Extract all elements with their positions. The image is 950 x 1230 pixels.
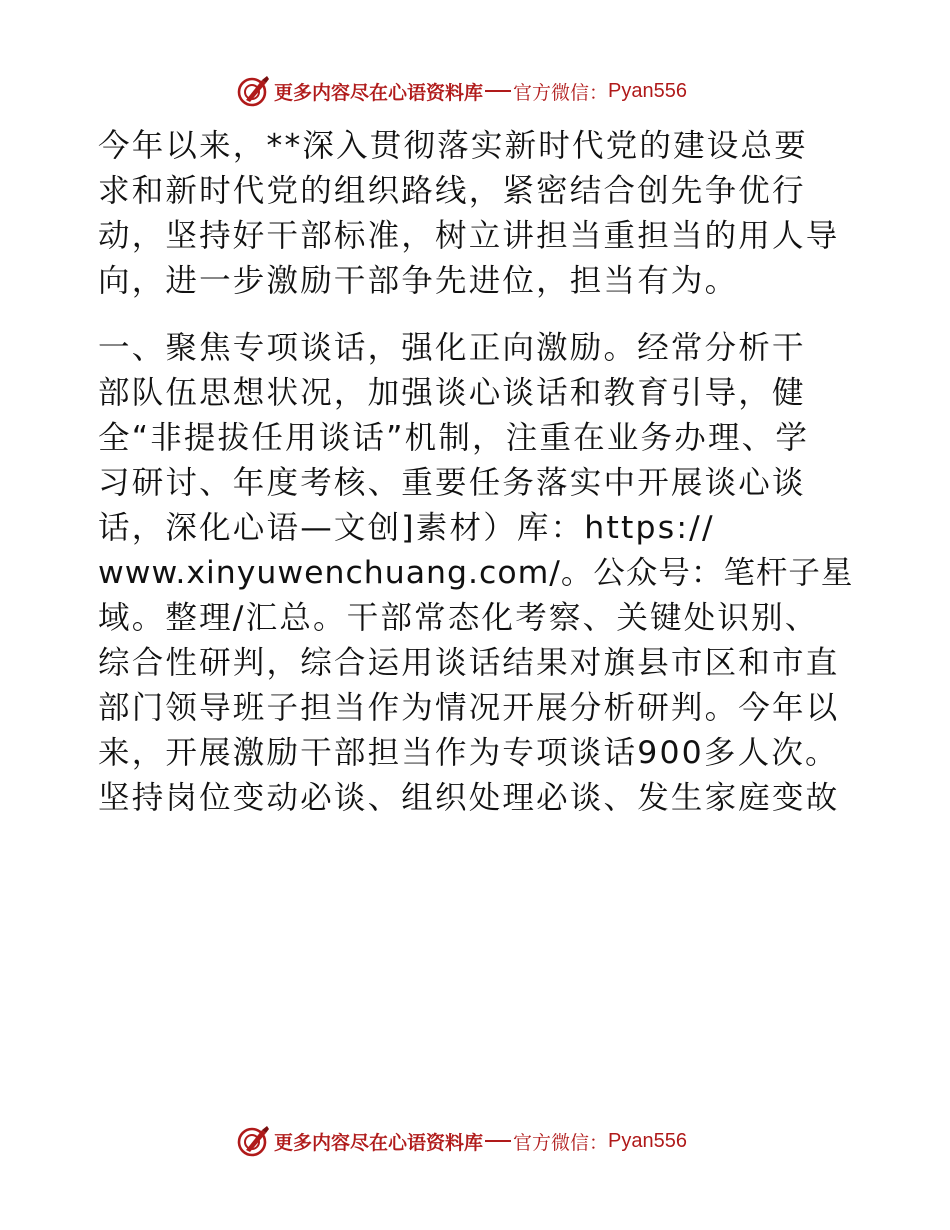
text-line: 部队伍思想状况，加强谈心谈话和教育引导，健 xyxy=(98,375,806,411)
text-line: 一、聚焦专项谈话，强化正向激励。经常分析干 xyxy=(98,330,806,366)
text-line: www.xinyuwenchuang.com/。公众号：笔杆子星 xyxy=(98,555,854,591)
text-line: 全“非提拔任用谈话”机制，注重在业务办理、学 xyxy=(98,420,810,456)
document-body xyxy=(98,124,858,821)
paragraph-gap xyxy=(98,304,858,326)
banner-brand-text: 更多内容尽在心语资料库 xyxy=(274,81,484,104)
text-line: 坚持岗位变动必谈、组织处理必谈、发生家庭变故 xyxy=(98,780,840,816)
banner-wechat-id: Pyan556 xyxy=(608,79,687,102)
text-line: 今年以来，**深入贯彻落实新时代党的建设总要 xyxy=(98,128,808,164)
banner-wechat-label: 官方微信： xyxy=(513,1131,609,1154)
banner-wechat-id: Pyan556 xyxy=(608,1129,687,1152)
text-line: 向，进一步激励干部争先进位，担当有为。 xyxy=(98,263,739,299)
text-line: 来，开展激励干部担当作为专项谈话900多人次。 xyxy=(98,735,839,771)
text-line: 习研讨、年度考核、重要任务落实中开展谈心谈 xyxy=(98,465,806,501)
text-line: 求和新时代党的组织路线，紧密结合创先争优行 xyxy=(98,173,806,209)
brand-logo-icon xyxy=(236,74,270,108)
text-line: 部门领导班子担当作为情况开展分析研判。今年以 xyxy=(98,690,840,726)
footer-banner xyxy=(236,1123,687,1159)
banner-wechat-label: 官方微信： xyxy=(513,81,609,104)
brand-logo-icon xyxy=(236,1124,270,1158)
paragraph-section-1 xyxy=(98,326,858,821)
text-line: 话，深化心语—文创]素材）库：https:// xyxy=(98,510,715,546)
text-line: 动，坚持好干部标准，树立讲担当重担当的用人导 xyxy=(98,218,840,254)
text-line: 综合性研判，综合运用谈话结果对旗县市区和市直 xyxy=(98,645,840,681)
paragraph-intro xyxy=(98,124,858,304)
header-banner xyxy=(236,73,687,109)
banner-brand-text: 更多内容尽在心语资料库 xyxy=(274,1131,484,1154)
text-line: 域。整理/汇总。干部常态化考察、关键处识别、 xyxy=(98,600,819,636)
banner-dash xyxy=(485,1140,511,1142)
banner-dash xyxy=(485,90,511,92)
